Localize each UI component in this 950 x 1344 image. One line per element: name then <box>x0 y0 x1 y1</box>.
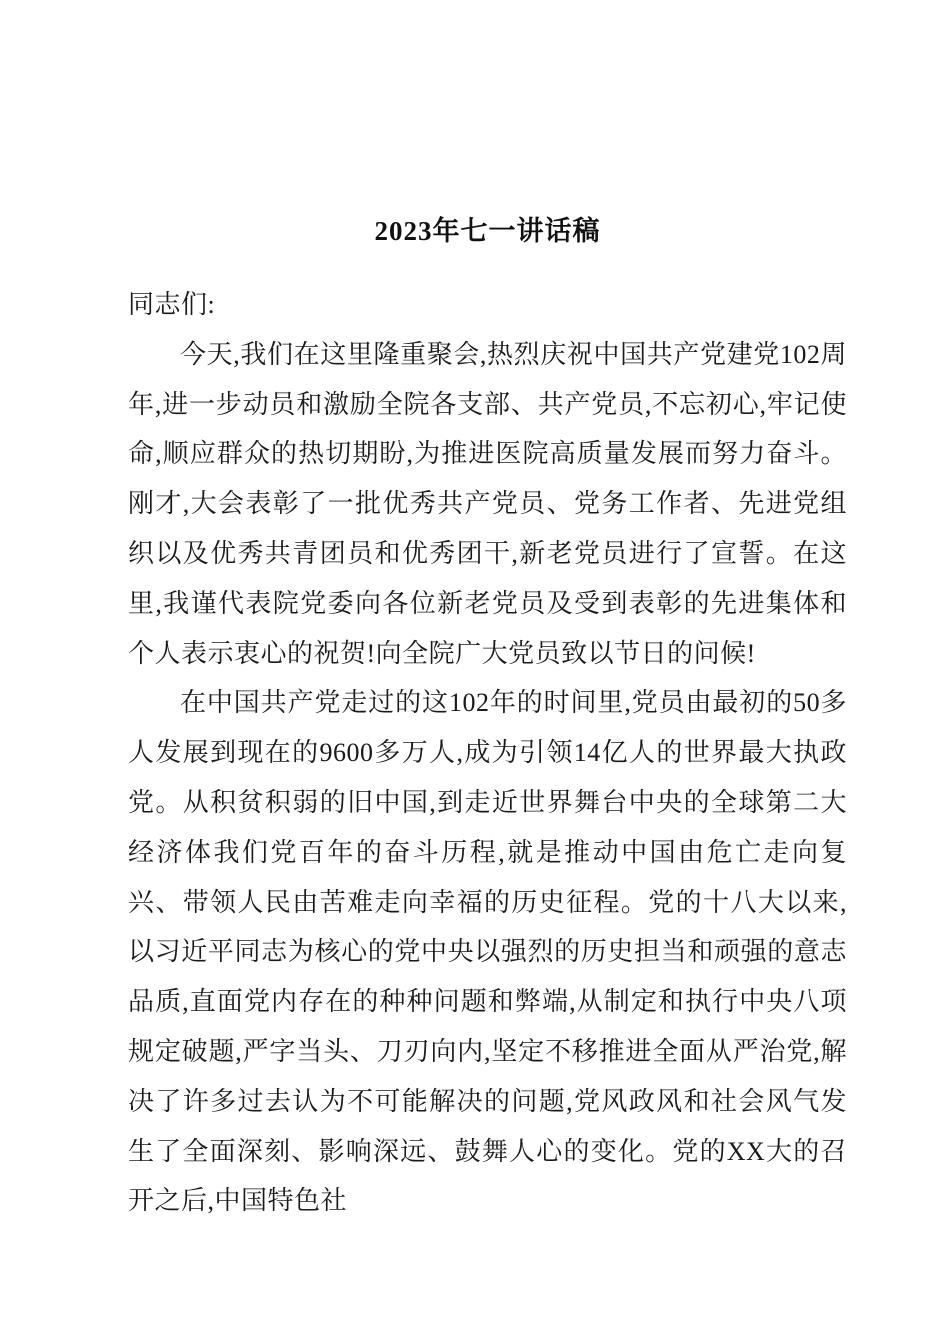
paragraph-1: 今天,我们在这里隆重聚会,热烈庆祝中国共产党建党102周年,进一步动员和激励全院各支部、共产党员,不忘初心,牢记使命,顺应群众的热切期盼,为推进医院高质量发展而努力奋斗。刚才,大会表彰了一批优秀共产党员、党务工作者、先进党组织以及优秀共青团员和优秀团干,新老党员进行了宣誓。在这里,我谨代表院党委向各位新老党员及受到表彰的先进集体和个人表示衷心的祝贺!向全院广大党员致以节日的问候! <box>128 339 847 668</box>
salutation-line: 同志们: <box>128 290 216 319</box>
paragraph-2: 在中国共产党走过的这102年的时间里,党员由最初的50多人发展到现在的9600多万人,成为引领14亿人的世界最大执政党。从积贫积弱的旧中国,到走近世界舞台中央的全球第二大经济体我们党百年的奋斗历程,就是推动中国由危亡走向复兴、带领人民由苦难走向幸福的历史征程。党的十八大以来,以习近平同志为核心的党中央以强烈的历史担当和顽强的意志品质,直面党内存在的种种问题和弊端,从制定和执行中央八项规定破题,严字当头、刀刃向内,坚定不移推进全面从严治党,解决了许多过去认为不可能解决的问题,党风政风和社会风气发生了全面深刻、影响深远、鼓舞人心的变化。党的XX大的召开之后,中国特色社 <box>128 688 847 1216</box>
document-content <box>128 206 847 1226</box>
document-title: 2023年七一讲话稿 <box>374 216 601 246</box>
document-body <box>128 280 847 1226</box>
